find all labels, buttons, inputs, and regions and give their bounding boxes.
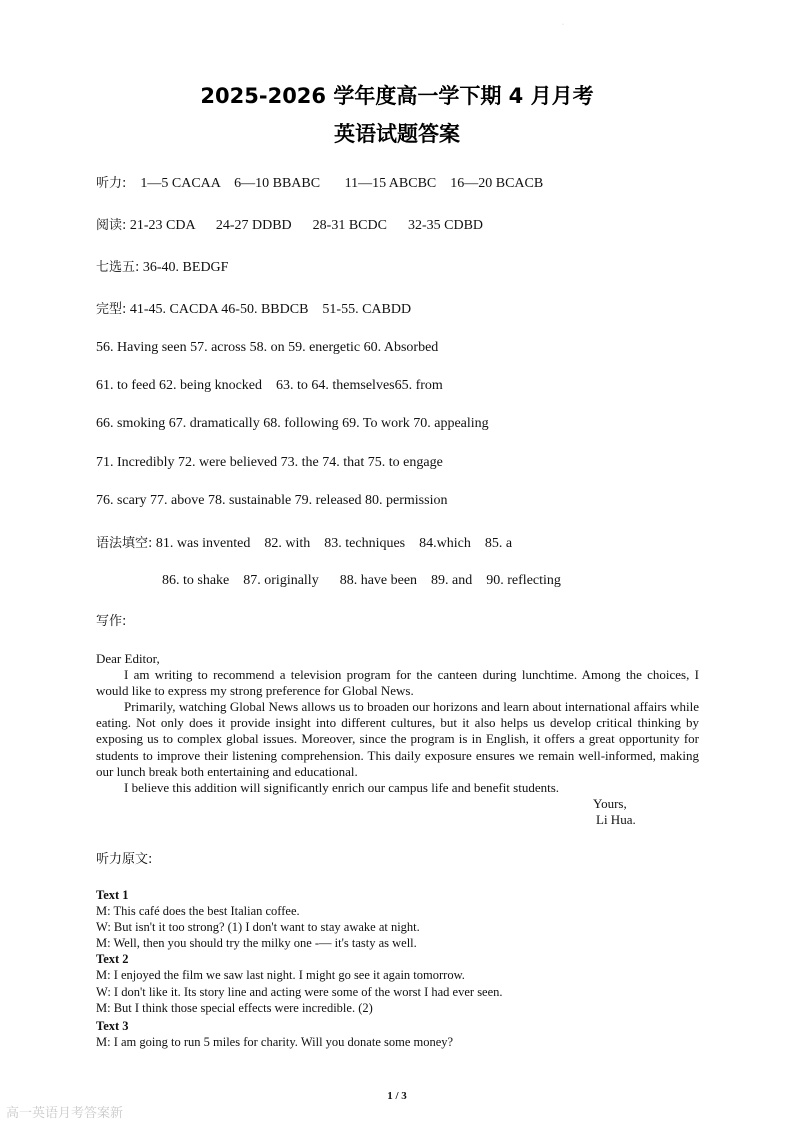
answer-line-66: 66. smoking 67. dramatically 68. following 69. To work 70. appealing xyxy=(96,416,489,431)
letter-paragraph-1: I am writing to recommend a television program for the canteen during lunchtime. Among the choices, I would like to express my strong preference for Global News. xyxy=(96,667,699,699)
seven-choose-five-answers xyxy=(96,256,228,276)
text-2-title: Text 2 xyxy=(96,952,129,967)
text-2-line-3: M: But I think those special effects were incredible. (2) xyxy=(96,1000,373,1015)
reading-answers xyxy=(96,214,483,234)
letter-paragraph-2: Primarily, watching Global News allows us to broaden our horizons and learn about international affairs while eating. Not only does it provide insight into different cultures, but it also helps us develop critical thinking by exposing us to complex global issues. Moreover, since the program is in English, it offers a great opportunity for students to improve their listening comprehension. This daily exposure ensures we remain well-informed, making our lunch break both entertaining and educational. xyxy=(96,699,699,779)
cloze-label: 完型: xyxy=(96,302,127,317)
answer-sheet-page: · 2025-2026 学年度高一学下期 4 月月考 英语试题答案 听力: 1—5 CACAA 6—10 BBABC 11—15 ABCBC 16—20 BCACB 阅读: 21-23 CDA 24-27 DDBD 28-31 BCDC 32-35 CDBD 七选五: 36-40. BEDGF 完型: 41-45. CACDA 46-50. BBDCB 51-55. CABDD 56. Having seen 57. across 58. on 59. energetic 60. Absorbed 61. to feed 62. being knocked 63. to 64. themselves65. from 66. smoking 67. dramatically 68. following 69. To work 70. appealing 71. Incredibly 72. were believed 73. the 74. that 75. to engage 76. scary 77. above 78. sustainable 79. released 80. permission 语法填空: 81. was invented 82. with 83. techniques 84.which 85. a 86. to shake 87. originally 88. have been 89. and 90. reflecting 写作: Dear Editor, I am writing to recommend a television program for the canteen during lunchtime. Among the choices, I would like to express my strong preference for Global News. Primarily, watching Global News allows us to broaden our horizons and learn about international affairs while eating. Not only does it provide insight into different cultures, but it also helps us develop critical thinking by exposing us to complex global issues. Moreover, since the program is in English, it offers a great opportunity for students to improve their listening comprehension. This daily exposure ensures we remain well-informed, making our lunch break both entertaining and educational. I believe this addition will significantly enrich our campus life and benefit students. Yours, Li Hua. 听力原文: Text 1 M: This café does the best Italian coffee. W: But isn't it too strong? (1) I don't want to stay awake at night. M: Well, then you should try the milky one -— it's tasty as well. Text 2 M: I enjoyed the film we saw last night. I might go see it again tomorrow. W: I don't like it. Its story line and acting were some of the worst I had ever seen. M: But I think those special effects were incredible. (2) Text 3 M: I am going to run 5 miles for charity. Will you donate some money? 1 / 3 高一英语月考答案新 xyxy=(0,0,794,1123)
listening-label: 听力: xyxy=(96,176,127,191)
seven-values: 36-40. BEDGF xyxy=(142,260,229,275)
writing-label: 写作: xyxy=(96,614,127,629)
answer-line-71: 71. Incredibly 72. were believed 73. the 74. that 75. to engage xyxy=(96,455,443,470)
letter-closing: Yours, xyxy=(593,796,627,811)
grammar-answers xyxy=(96,532,512,552)
letter-salutation: Dear Editor, xyxy=(96,651,160,666)
text-1-line-2: W: But isn't it too strong? (1) I don't want to stay awake at night. xyxy=(96,920,420,935)
text-2-line-2: W: I don't like it. Its story line and acting were some of the worst I had ever seen. xyxy=(96,984,503,999)
reading-label: 阅读: xyxy=(96,218,127,233)
page-number: 1 / 3 xyxy=(387,1090,407,1102)
watermark: 高一英语月考答案新 xyxy=(6,1106,124,1121)
reading-values: 21-23 CDA 24-27 DDBD 28-31 BCDC 32-35 CDBD xyxy=(129,218,484,233)
answer-line-76: 76. scary 77. above 78. sustainable 79. released 80. permission xyxy=(96,493,448,508)
grammar-answers-2: 86. to shake 87. originally 88. have been 89. and 90. reflecting xyxy=(162,573,561,588)
text-1-title: Text 1 xyxy=(96,888,129,902)
transcript-label: 听力原文: xyxy=(96,852,153,867)
seven-label: 七选五: xyxy=(96,260,140,275)
listening-answers xyxy=(96,172,543,192)
letter-signature: Li Hua. xyxy=(596,812,636,827)
page-subtitle: 英语试题答案 xyxy=(334,122,460,146)
text-3-title: Text 3 xyxy=(96,1018,129,1033)
writing-letter xyxy=(96,651,699,796)
text-3-line-1: M: I am going to run 5 miles for charity. Will you donate some money? xyxy=(96,1034,454,1049)
answer-line-61: 61. to feed 62. being knocked 63. to 64. themselves65. from xyxy=(96,378,443,393)
letter-paragraph-3: I believe this addition will significantly enrich our campus life and benefit students. xyxy=(124,779,560,795)
cloze-answers xyxy=(96,298,411,318)
grammar-values-1: 81. was invented 82. with 83. techniques 84.which 85. a xyxy=(155,536,513,551)
listening-values: 1—5 CACAA 6—10 BBABC 11—15 ABCBC 16—20 BCACB xyxy=(140,176,544,191)
listening-transcript xyxy=(96,887,503,1050)
cloze-values: 41-45. CACDA 46-50. BBDCB 51-55. CABDD xyxy=(129,302,412,317)
text-2-line-1: M: I enjoyed the film we saw last night. I might go see it again tomorrow. xyxy=(96,968,465,983)
text-1-line-1: M: This café does the best Italian coffee. xyxy=(96,904,300,919)
text-1-line-3: M: Well, then you should try the milky one -— it's tasty as well. xyxy=(96,936,417,951)
page-title: 2025-2026 学年度高一学下期 4 月月考 xyxy=(200,84,594,108)
answer-line-56: 56. Having seen 57. across 58. on 59. energetic 60. Absorbed xyxy=(96,340,439,355)
grammar-label: 语法填空: xyxy=(96,536,153,551)
